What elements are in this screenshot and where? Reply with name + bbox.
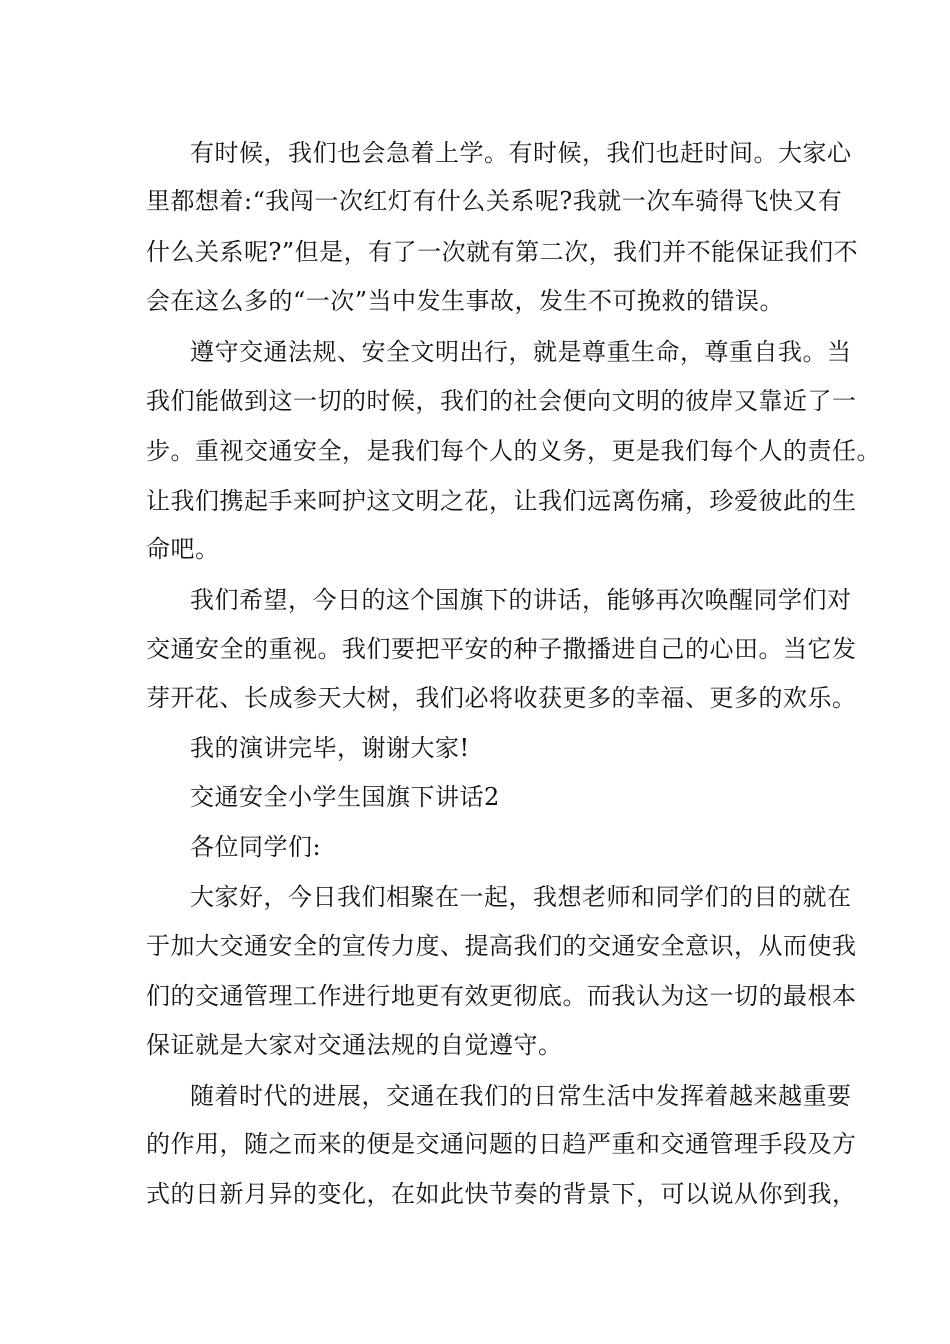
text-line: 大家好，今日我们相聚在一起，我想老师和同学们的目的就在 bbox=[190, 883, 852, 911]
text-line: 有时候，我们也会急着上学。有时候，我们也赶时间。大家心 bbox=[190, 139, 852, 167]
text-line: 随着时代的进展，交通在我们的日常生活中发挥着越来越重要 bbox=[190, 1082, 852, 1110]
text-line: 什么关系呢?”但是，有了一次就有第二次，我们并不能保证我们不 bbox=[146, 238, 859, 266]
text-line: 式的日新月异的变化，在如此快节奏的背景下，可以说从你到我， bbox=[146, 1180, 857, 1208]
text-line: 会在这么多的“一次”当中发生事故，发生不可挽救的错误。 bbox=[146, 287, 785, 315]
text-line: 里都想着:“我闯一次红灯有什么关系呢?我就一次车骑得飞快又有 bbox=[146, 187, 843, 215]
section-title: 交通安全小学生国旗下讲话2 bbox=[190, 783, 500, 811]
text-line: 的作用，随之而来的便是交通问题的日趋严重和交通管理手段及方 bbox=[146, 1130, 857, 1158]
text-line: 保证就是大家对交通法规的自觉遵守。 bbox=[146, 1031, 563, 1059]
text-line: 于加大交通安全的宣传力度、提高我们的交通安全意识，从而使我 bbox=[146, 932, 857, 960]
text-line: 我们希望，今日的这个国旗下的讲话，能够再次唤醒同学们对 bbox=[190, 586, 852, 614]
text-line: 交通安全的重视。我们要把平安的种子撒播进自己的心田。当它发 bbox=[146, 635, 857, 663]
text-line: 我们能做到这一切的时候，我们的社会便向文明的彼岸又靠近了一 bbox=[146, 387, 857, 415]
text-line: 我的演讲完毕，谢谢大家! bbox=[190, 734, 470, 762]
text-line: 遵守交通法规、安全文明出行，就是尊重生命，尊重自我。当 bbox=[190, 338, 852, 366]
salutation: 各位同学们: bbox=[190, 833, 322, 861]
text-line: 芽开花、长成参天大树，我们必将收获更多的幸福、更多的欢乐。 bbox=[146, 684, 857, 712]
text-line: 步。重视交通安全，是我们每个人的义务，更是我们每个人的责任。 bbox=[146, 437, 881, 465]
text-line: 们的交通管理工作进行地更有效更彻底。而我认为这一切的最根本 bbox=[146, 982, 857, 1010]
text-line: 命吧。 bbox=[146, 535, 220, 563]
text-line: 让我们携起手来呵护这文明之花，让我们远离伤痛，珍爱彼此的生 bbox=[146, 487, 857, 515]
